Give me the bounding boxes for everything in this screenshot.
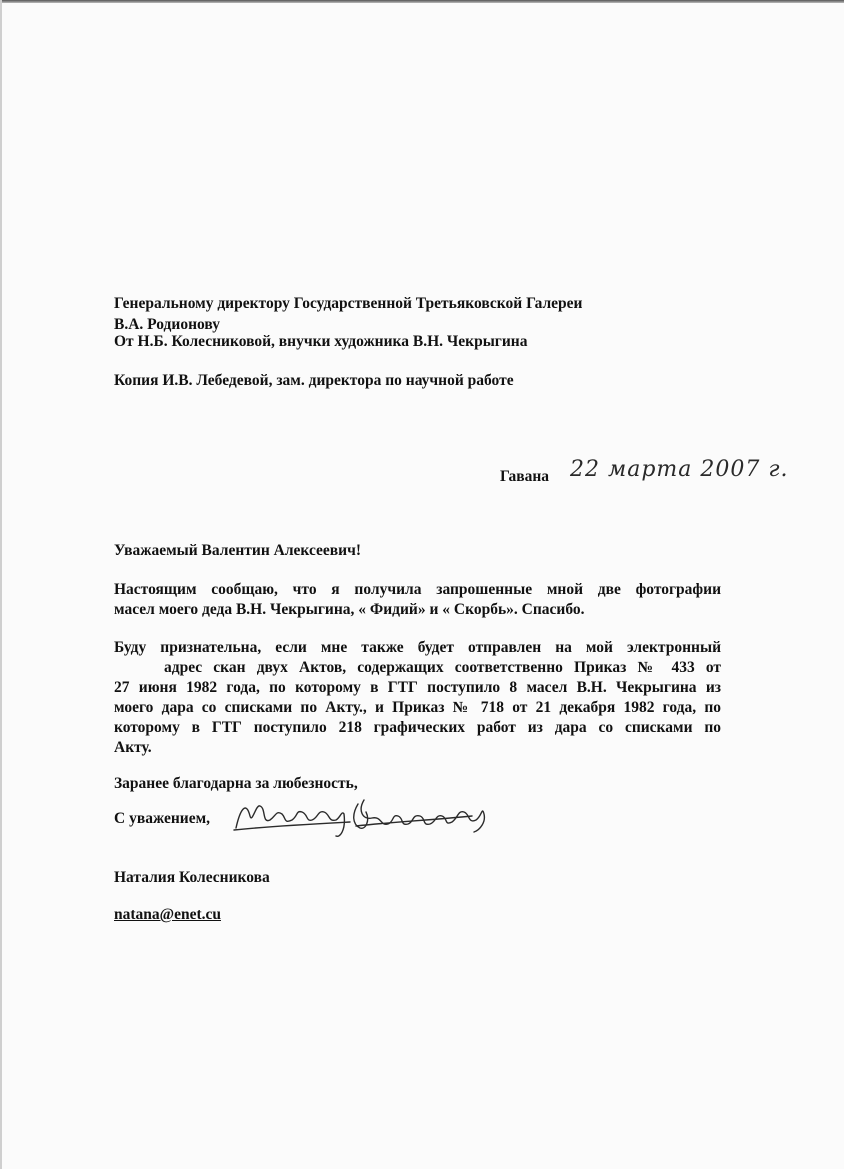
paragraph-2-line: Акту.	[114, 739, 152, 756]
regards-line: С уважением,	[114, 810, 211, 827]
recipient-line-1: Генеральному директору Государственной Третьяковской Галереи	[114, 295, 583, 312]
recipient-line-2: В.А. Родионову	[114, 316, 220, 333]
salutation: Уважаемый Валентин Алексеевич!	[114, 542, 361, 559]
paragraph-1-line: Настоящим сообщаю, что я получила запрошенные мной две фотографии	[114, 581, 721, 598]
closing-line: Заранее благодарна за любезность,	[114, 775, 358, 792]
paragraph-2-line: моего дара со списками по Акту., и Приказ № 718 от 21 декабря 1982 года, по	[114, 699, 721, 716]
copy-line: Копия И.В. Лебедевой, зам. директора по научной работе	[114, 372, 514, 389]
handwritten-signature	[232, 790, 497, 840]
paragraph-1	[114, 580, 721, 620]
email-link[interactable]: natana@enet.cu	[114, 906, 221, 923]
paragraph-1-line: масел моего деда В.Н. Чекрыгина, « Фидий» и « Скорбь». Спасибо.	[114, 601, 585, 618]
recipient-line-3: От Н.Б. Колесниковой, внучки художника В.Н. Чекрыгина	[114, 333, 528, 350]
paragraph-2-line: адрес скан двух Актов, содержащих соответственно Приказ № 433 от	[164, 659, 721, 676]
paragraph-2-line: которому в ГТГ поступило 218 графических работ из дара со списками по	[114, 719, 721, 736]
place-label: Гавана	[500, 468, 550, 485]
scan-edge-left	[0, 0, 2, 1169]
paragraph-2	[114, 638, 721, 758]
signer-name: Наталия Колесникова	[114, 869, 270, 886]
scan-edge	[0, 0, 844, 3]
paragraph-2-line: Буду признательна, если мне также будет отправлен на мой электронный	[114, 639, 721, 656]
paragraph-2-line: 27 июня 1982 года, по которому в ГТГ поступило 8 масел В.Н. Чекрыгина из	[114, 679, 721, 696]
handwritten-date: 22 марта 2007 г.	[570, 457, 789, 482]
